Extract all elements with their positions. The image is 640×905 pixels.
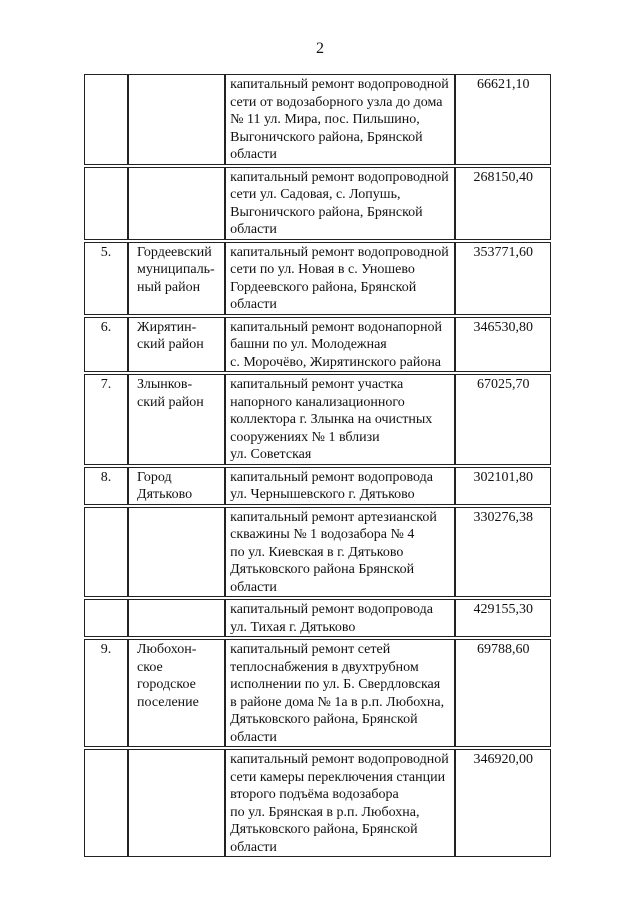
table-row xyxy=(84,507,551,598)
municipality-line: городское xyxy=(137,677,196,692)
description-line: сети от водозаборного узла до дома xyxy=(230,94,443,110)
municipality-line: Любохон- xyxy=(137,642,197,657)
row-number xyxy=(84,599,128,637)
row-number: 9. xyxy=(84,639,128,747)
description-line: по ул. Брянская в р.п. Любохна, xyxy=(230,804,420,820)
municipality-line: ный район xyxy=(137,279,201,295)
table-row xyxy=(84,317,551,373)
table-row xyxy=(84,74,551,165)
work-description xyxy=(225,749,455,857)
municipality-line: ский район xyxy=(137,394,204,410)
work-description xyxy=(225,317,455,373)
description-line: капитальный ремонт участка xyxy=(230,377,404,392)
work-description xyxy=(225,507,455,598)
description-line: ул. Советская xyxy=(230,447,312,462)
description-line: сети камеры переключения станции xyxy=(230,769,446,785)
amount-cell: 330276,38 xyxy=(455,507,551,598)
description-line: второго подъёма водозабора xyxy=(230,787,399,802)
table-row xyxy=(84,374,551,465)
municipality-cell xyxy=(128,467,225,505)
description-line: Дятьковского района, Брянской xyxy=(230,712,418,727)
description-line: Гордеевского района, Брянской xyxy=(230,279,417,295)
amount-cell: 66621,10 xyxy=(455,74,551,165)
description-line: Выгоничского района, Брянской xyxy=(230,129,423,145)
work-description xyxy=(225,242,455,315)
description-line: капитальный ремонт водопроводной xyxy=(230,752,449,767)
description-line: капитальный ремонт артезианской xyxy=(230,509,437,525)
amount-cell: 302101,80 xyxy=(455,467,551,505)
municipality-line: ское xyxy=(137,659,163,675)
row-number xyxy=(84,167,128,240)
row-number xyxy=(84,507,128,598)
table-row xyxy=(84,167,551,240)
municipality-cell xyxy=(128,639,225,747)
municipality-line: Город xyxy=(137,469,172,485)
municipality-line: поселение xyxy=(137,694,199,710)
work-description xyxy=(225,74,455,165)
municipality-cell xyxy=(128,507,225,598)
row-number: 7. xyxy=(84,374,128,465)
description-line: капитальный ремонт водопровода xyxy=(230,602,433,617)
municipality-cell xyxy=(128,374,225,465)
description-line: капитальный ремонт водопроводной xyxy=(230,169,449,185)
work-description xyxy=(225,374,455,465)
description-line: капитальный ремонт водопроводной xyxy=(230,77,449,92)
row-number xyxy=(84,749,128,857)
amount-cell: 346530,80 xyxy=(455,317,551,373)
amount-cell: 429155,30 xyxy=(455,599,551,637)
municipality-line: Жирятин- xyxy=(137,319,197,335)
amount-cell: 353771,60 xyxy=(455,242,551,315)
row-number xyxy=(84,74,128,165)
description-line: капитальный ремонт водонапорной xyxy=(230,319,443,335)
description-line: капитальный ремонт сетей xyxy=(230,642,391,657)
municipality-line: Дятьково xyxy=(137,487,193,502)
municipality-cell xyxy=(128,242,225,315)
projects-table xyxy=(84,72,551,859)
work-description xyxy=(225,467,455,505)
description-line: сети ул. Садовая, с. Лопушь, xyxy=(230,187,401,202)
description-line: по ул. Киевская в г. Дятьково xyxy=(230,544,404,560)
municipality-cell xyxy=(128,74,225,165)
amount-cell: 268150,40 xyxy=(455,167,551,240)
table-row xyxy=(84,639,551,747)
amount-cell: 67025,70 xyxy=(455,374,551,465)
amount-cell: 346920,00 xyxy=(455,749,551,857)
municipality-cell xyxy=(128,749,225,857)
description-line: Выгоничского района, Брянской xyxy=(230,204,423,220)
description-line: Дятьковского района, Брянской xyxy=(230,822,418,837)
description-line: сети по ул. Новая в с. Уношево xyxy=(230,262,415,277)
table-row xyxy=(84,749,551,857)
municipality-line: муниципаль- xyxy=(137,262,215,277)
description-line: теплоснабжения в двухтрубном xyxy=(230,659,419,675)
description-line: Дятьковского района Брянской xyxy=(230,562,415,577)
description-line: области xyxy=(230,729,277,745)
municipality-cell xyxy=(128,317,225,373)
page-number: 2 xyxy=(316,40,324,57)
description-line: в районе дома № 1а в р.п. Любохна, xyxy=(230,694,445,710)
municipality-line: Гордеевский xyxy=(137,244,212,260)
description-line: напорного канализационного xyxy=(230,394,405,410)
projects-table-body xyxy=(84,74,551,857)
row-number: 6. xyxy=(84,317,128,373)
description-line: области xyxy=(230,579,277,595)
description-line: с. Морочёво, Жирятинского района xyxy=(230,354,442,370)
row-number: 5. xyxy=(84,242,128,315)
table-row xyxy=(84,599,551,637)
row-number: 8. xyxy=(84,467,128,505)
work-description xyxy=(225,599,455,637)
municipality-line: Злынков- xyxy=(137,377,193,392)
description-line: капитальный ремонт водопровода xyxy=(230,469,433,485)
table-row xyxy=(84,467,551,505)
municipality-cell xyxy=(128,167,225,240)
description-line: области xyxy=(230,839,277,855)
amount-cell: 69788,60 xyxy=(455,639,551,747)
table-row xyxy=(84,242,551,315)
description-line: № 11 ул. Мира, пос. Пильшино, xyxy=(230,112,420,127)
description-line: исполнении по ул. Б. Свердловская xyxy=(230,677,441,692)
description-line: области xyxy=(230,222,277,237)
description-line: ул. Чернышевского г. Дятьково xyxy=(230,487,415,502)
description-line: капитальный ремонт водопроводной xyxy=(230,244,449,260)
description-line: скважины № 1 водозабора № 4 xyxy=(230,527,415,542)
description-line: области xyxy=(230,147,277,162)
description-line: коллектора г. Злынка на очистных xyxy=(230,412,433,427)
work-description xyxy=(225,639,455,747)
description-line: сооружениях № 1 вблизи xyxy=(230,429,380,445)
description-line: ул. Тихая г. Дятьково xyxy=(230,619,356,635)
description-line: башни по ул. Молодежная xyxy=(230,337,387,352)
municipality-cell xyxy=(128,599,225,637)
municipality-line: ский район xyxy=(137,337,204,352)
description-line: области xyxy=(230,297,277,312)
work-description xyxy=(225,167,455,240)
